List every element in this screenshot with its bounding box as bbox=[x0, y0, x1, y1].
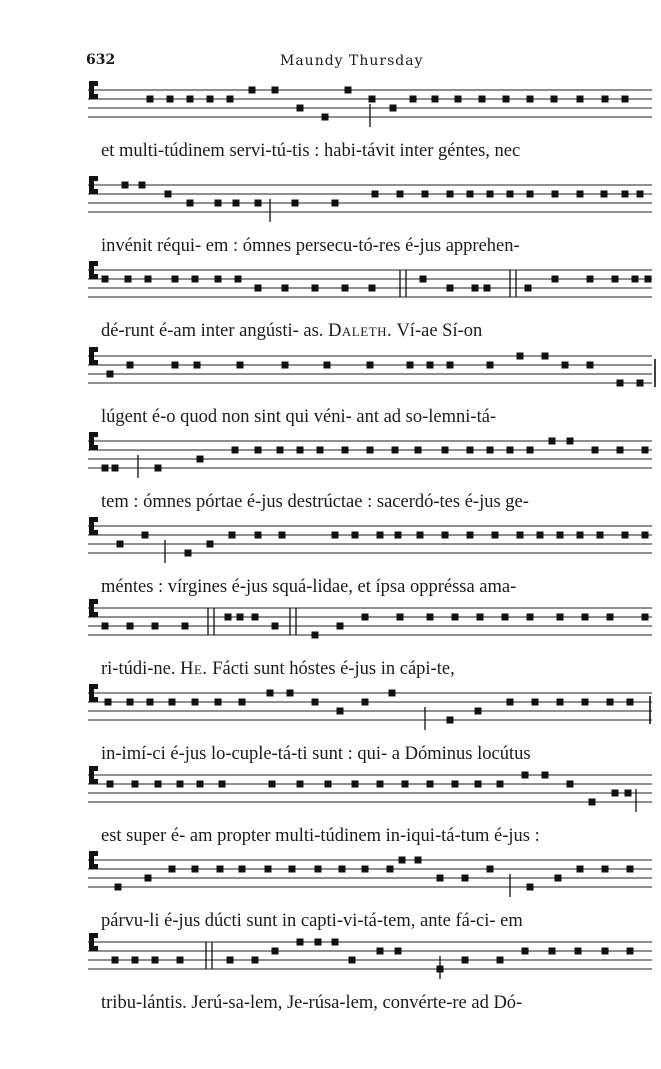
neume-note bbox=[627, 866, 634, 873]
neume-note bbox=[194, 362, 201, 369]
neume-note bbox=[627, 948, 634, 955]
neume-note bbox=[557, 532, 564, 539]
neume-note bbox=[432, 96, 439, 103]
neume-note bbox=[397, 614, 404, 621]
clef-symbol bbox=[89, 432, 98, 437]
neume-note bbox=[467, 532, 474, 539]
neume-note bbox=[557, 614, 564, 621]
neume-note bbox=[215, 200, 222, 207]
neume-note bbox=[227, 96, 234, 103]
neume-note bbox=[407, 362, 414, 369]
neume-note bbox=[415, 857, 422, 864]
neume-note bbox=[332, 200, 339, 207]
neume-note bbox=[427, 781, 434, 788]
neume-note bbox=[395, 948, 402, 955]
neume-note bbox=[182, 623, 189, 630]
neume-note bbox=[112, 957, 119, 964]
neume-note bbox=[637, 380, 644, 387]
neume-note bbox=[369, 96, 376, 103]
neume-note bbox=[369, 285, 376, 292]
neume-note bbox=[507, 447, 514, 454]
neume-note bbox=[607, 699, 614, 706]
neume-note bbox=[397, 191, 404, 198]
neume-note bbox=[172, 276, 179, 283]
neume-note bbox=[255, 532, 262, 539]
neume-note bbox=[562, 362, 569, 369]
neume-note bbox=[139, 182, 146, 189]
clef-symbol bbox=[89, 933, 98, 938]
clef-symbol bbox=[89, 189, 98, 194]
neume-note bbox=[132, 957, 139, 964]
chant-staff bbox=[0, 344, 661, 390]
neume-note bbox=[169, 699, 176, 706]
neume-note bbox=[332, 939, 339, 946]
neume-note bbox=[192, 699, 199, 706]
neume-note bbox=[187, 200, 194, 207]
neume-note bbox=[272, 87, 279, 94]
neume-note bbox=[297, 105, 304, 112]
neume-note bbox=[537, 532, 544, 539]
neume-note bbox=[147, 96, 154, 103]
neume-note bbox=[362, 866, 369, 873]
neume-note bbox=[642, 447, 649, 454]
neume-note bbox=[622, 191, 629, 198]
neume-note bbox=[612, 276, 619, 283]
neume-note bbox=[237, 614, 244, 621]
neume-note bbox=[575, 948, 582, 955]
neume-note bbox=[115, 884, 122, 891]
neume-note bbox=[147, 699, 154, 706]
neume-note bbox=[127, 623, 134, 630]
neume-note bbox=[265, 866, 272, 873]
clef-symbol bbox=[89, 684, 98, 689]
neume-note bbox=[233, 200, 240, 207]
neume-note bbox=[587, 276, 594, 283]
neume-note bbox=[142, 532, 149, 539]
lyric-line: párvu-li é-jus dúcti sunt in capti-vi-tá-tem, ante fá-ci- em bbox=[101, 911, 523, 931]
neume-note bbox=[447, 717, 454, 724]
neume-note bbox=[292, 200, 299, 207]
clef-symbol bbox=[89, 176, 98, 181]
neume-note bbox=[167, 96, 174, 103]
neume-note bbox=[475, 708, 482, 715]
neume-note bbox=[102, 465, 109, 472]
clef-symbol bbox=[89, 517, 98, 522]
neume-note bbox=[229, 532, 236, 539]
neume-note bbox=[102, 623, 109, 630]
clef-symbol bbox=[89, 445, 98, 450]
neume-note bbox=[577, 532, 584, 539]
neume-note bbox=[185, 550, 192, 557]
clef-symbol bbox=[89, 360, 98, 365]
neume-note bbox=[325, 781, 332, 788]
neume-note bbox=[345, 87, 352, 94]
chant-staff bbox=[0, 173, 661, 219]
neume-note bbox=[622, 532, 629, 539]
clef-symbol bbox=[89, 766, 98, 771]
neume-note bbox=[542, 353, 549, 360]
neume-note bbox=[602, 948, 609, 955]
page-number: 632 bbox=[86, 52, 116, 68]
neume-note bbox=[282, 285, 289, 292]
neume-note bbox=[525, 285, 532, 292]
lyric-line: tem : ómnes pórtae é-jus destrúctae : sacerdó-tes é-jus ge- bbox=[101, 492, 529, 512]
neume-note bbox=[549, 438, 556, 445]
running-title: Maundy Thursday bbox=[280, 53, 424, 69]
neume-note bbox=[602, 96, 609, 103]
neume-note bbox=[132, 781, 139, 788]
clef-symbol bbox=[89, 347, 98, 352]
neume-note bbox=[362, 699, 369, 706]
neume-note bbox=[207, 96, 214, 103]
neume-note bbox=[395, 532, 402, 539]
chant-staff bbox=[0, 429, 661, 475]
neume-note bbox=[352, 781, 359, 788]
neume-note bbox=[555, 875, 562, 882]
neume-note bbox=[417, 532, 424, 539]
clef-symbol bbox=[89, 530, 98, 535]
neume-note bbox=[415, 447, 422, 454]
neume-note bbox=[597, 532, 604, 539]
neume-note bbox=[479, 96, 486, 103]
neume-note bbox=[567, 781, 574, 788]
neume-note bbox=[617, 380, 624, 387]
neume-note bbox=[552, 276, 559, 283]
chant-staff bbox=[0, 681, 661, 727]
chant-staff bbox=[0, 763, 661, 809]
neume-note bbox=[239, 866, 246, 873]
neume-note bbox=[219, 781, 226, 788]
neume-note bbox=[462, 957, 469, 964]
neume-note bbox=[165, 191, 172, 198]
lyric-line: dé-runt é-am inter angústi- as. Daleth. Ví-ae Sí-on bbox=[101, 321, 483, 341]
neume-note bbox=[557, 699, 564, 706]
neume-note bbox=[324, 362, 331, 369]
clef-symbol bbox=[89, 851, 98, 856]
neume-note bbox=[592, 447, 599, 454]
neume-note bbox=[192, 866, 199, 873]
neume-note bbox=[387, 866, 394, 873]
neume-note bbox=[152, 623, 159, 630]
neume-note bbox=[155, 781, 162, 788]
chant-staff bbox=[0, 258, 661, 304]
neume-note bbox=[475, 781, 482, 788]
neume-note bbox=[112, 465, 119, 472]
neume-note bbox=[522, 772, 529, 779]
neume-note bbox=[442, 447, 449, 454]
neume-note bbox=[587, 362, 594, 369]
neume-note bbox=[601, 191, 608, 198]
neume-note bbox=[551, 96, 558, 103]
neume-note bbox=[447, 285, 454, 292]
neume-note bbox=[105, 699, 112, 706]
neume-note bbox=[637, 191, 644, 198]
neume-note bbox=[127, 699, 134, 706]
neume-note bbox=[582, 614, 589, 621]
neume-note bbox=[447, 362, 454, 369]
neume-note bbox=[377, 948, 384, 955]
neume-note bbox=[410, 96, 417, 103]
neume-note bbox=[577, 191, 584, 198]
lyric-line: ri-túdi-ne. He. Fácti sunt hóstes é-jus in cápi-te, bbox=[101, 659, 455, 679]
chant-staff bbox=[0, 596, 661, 642]
neume-note bbox=[497, 781, 504, 788]
neume-note bbox=[367, 447, 374, 454]
lyric-line: tribu-lántis. Jerú-sa-lem, Je-rúsa-lem, convérte-re ad Dó- bbox=[101, 993, 523, 1013]
lyric-line: lúgent é-o quod non sint qui véni- ant ad so-lemni-tá- bbox=[101, 407, 497, 427]
clef-symbol bbox=[89, 261, 98, 266]
neume-note bbox=[187, 96, 194, 103]
clef-symbol bbox=[89, 946, 98, 951]
neume-note bbox=[249, 87, 256, 94]
neume-note bbox=[272, 623, 279, 630]
neume-note bbox=[607, 614, 614, 621]
neume-note bbox=[279, 532, 286, 539]
neume-note bbox=[177, 957, 184, 964]
neume-note bbox=[427, 362, 434, 369]
neume-note bbox=[612, 790, 619, 797]
neume-note bbox=[507, 699, 514, 706]
neume-note bbox=[577, 866, 584, 873]
neume-note bbox=[392, 447, 399, 454]
lyric-line: et multi-túdinem servi-tú-tis : habi-távit inter géntes, nec bbox=[101, 141, 521, 161]
neume-note bbox=[389, 690, 396, 697]
neume-note bbox=[337, 708, 344, 715]
neume-note bbox=[235, 276, 242, 283]
neume-note bbox=[197, 456, 204, 463]
neume-note bbox=[390, 105, 397, 112]
neume-note bbox=[282, 362, 289, 369]
lyric-line: est super é- am propter multi-túdinem in-iqui-tá-tum é-jus : bbox=[101, 826, 540, 846]
neume-note bbox=[552, 191, 559, 198]
neume-note bbox=[322, 114, 329, 121]
neume-note bbox=[645, 276, 652, 283]
clef-symbol bbox=[89, 274, 98, 279]
neume-note bbox=[155, 465, 162, 472]
neume-note bbox=[117, 541, 124, 548]
neume-note bbox=[289, 866, 296, 873]
neume-note bbox=[427, 614, 434, 621]
neume-note bbox=[582, 699, 589, 706]
neume-note bbox=[169, 866, 176, 873]
lyric-line: in-imí-ci é-jus lo-cuple-tá-ti sunt : qui- a Dóminus locútus bbox=[101, 744, 531, 764]
neume-note bbox=[332, 532, 339, 539]
neume-note bbox=[527, 447, 534, 454]
neume-note bbox=[372, 191, 379, 198]
neume-note bbox=[297, 781, 304, 788]
neume-note bbox=[487, 447, 494, 454]
neume-note bbox=[152, 957, 159, 964]
neume-note bbox=[269, 781, 276, 788]
neume-note bbox=[532, 699, 539, 706]
clef-symbol bbox=[89, 94, 98, 99]
neume-note bbox=[549, 948, 556, 955]
neume-note bbox=[420, 276, 427, 283]
chant-staff bbox=[0, 930, 661, 976]
neume-note bbox=[107, 781, 114, 788]
neume-note bbox=[467, 447, 474, 454]
neume-note bbox=[107, 371, 114, 378]
neume-note bbox=[622, 96, 629, 103]
neume-note bbox=[402, 781, 409, 788]
neume-note bbox=[312, 699, 319, 706]
neume-note bbox=[422, 191, 429, 198]
neume-note bbox=[452, 781, 459, 788]
neume-note bbox=[487, 191, 494, 198]
lyric-line: invénit réqui- em : ómnes persecu-tó-res é-jus apprehen- bbox=[101, 236, 520, 256]
neume-note bbox=[437, 875, 444, 882]
neume-note bbox=[215, 276, 222, 283]
neume-note bbox=[522, 948, 529, 955]
neume-note bbox=[527, 884, 534, 891]
neume-note bbox=[462, 875, 469, 882]
neume-note bbox=[627, 699, 634, 706]
neume-note bbox=[625, 790, 632, 797]
neume-note bbox=[367, 362, 374, 369]
neume-note bbox=[227, 957, 234, 964]
neume-note bbox=[484, 285, 491, 292]
neume-note bbox=[315, 939, 322, 946]
neume-note bbox=[492, 532, 499, 539]
neume-note bbox=[517, 532, 524, 539]
neume-note bbox=[145, 276, 152, 283]
neume-note bbox=[527, 614, 534, 621]
neume-note bbox=[472, 285, 479, 292]
neume-note bbox=[352, 532, 359, 539]
neume-note bbox=[297, 447, 304, 454]
neume-note bbox=[317, 447, 324, 454]
neume-note bbox=[502, 614, 509, 621]
neume-note bbox=[542, 772, 549, 779]
neume-note bbox=[452, 614, 459, 621]
neume-note bbox=[377, 781, 384, 788]
neume-note bbox=[497, 957, 504, 964]
neume-note bbox=[455, 96, 462, 103]
neume-note bbox=[255, 447, 262, 454]
neume-note bbox=[237, 362, 244, 369]
neume-note bbox=[217, 866, 224, 873]
neume-note bbox=[617, 447, 624, 454]
neume-note bbox=[272, 948, 279, 955]
neume-note bbox=[287, 690, 294, 697]
neume-note bbox=[517, 353, 524, 360]
neume-note bbox=[239, 699, 246, 706]
neume-note bbox=[192, 276, 199, 283]
page-header bbox=[0, 52, 661, 74]
neume-note bbox=[399, 857, 406, 864]
chant-staff bbox=[0, 848, 661, 894]
neume-note bbox=[177, 781, 184, 788]
neume-note bbox=[342, 285, 349, 292]
neume-note bbox=[102, 276, 109, 283]
neume-note bbox=[477, 614, 484, 621]
chant-staff bbox=[0, 514, 661, 560]
neume-note bbox=[315, 866, 322, 873]
clef-symbol bbox=[89, 81, 98, 86]
neume-note bbox=[507, 191, 514, 198]
neume-note bbox=[632, 276, 639, 283]
neume-note bbox=[252, 957, 259, 964]
neume-note bbox=[207, 541, 214, 548]
neume-note bbox=[277, 447, 284, 454]
neume-note bbox=[267, 690, 274, 697]
clef-symbol bbox=[89, 612, 98, 617]
neume-note bbox=[197, 781, 204, 788]
neume-note bbox=[589, 799, 596, 806]
neume-note bbox=[442, 532, 449, 539]
neume-note bbox=[567, 438, 574, 445]
neume-note bbox=[487, 362, 494, 369]
neume-note bbox=[377, 532, 384, 539]
neume-note bbox=[232, 447, 239, 454]
clef-symbol bbox=[89, 779, 98, 784]
neume-note bbox=[252, 614, 259, 621]
neume-note bbox=[145, 875, 152, 882]
neume-note bbox=[337, 623, 344, 630]
neume-note bbox=[339, 866, 346, 873]
neume-note bbox=[312, 632, 319, 639]
chant-staff bbox=[0, 78, 661, 124]
lyric-line: méntes : vírgines é-jus squá-lidae, et ípsa oppréssa ama- bbox=[101, 577, 517, 597]
neume-note bbox=[225, 614, 232, 621]
neume-note bbox=[642, 532, 649, 539]
neume-note bbox=[172, 362, 179, 369]
neume-note bbox=[602, 866, 609, 873]
neume-note bbox=[127, 362, 134, 369]
clef-symbol bbox=[89, 697, 98, 702]
neume-note bbox=[362, 614, 369, 621]
neume-note bbox=[122, 182, 129, 189]
neume-note bbox=[125, 276, 132, 283]
neume-note bbox=[255, 200, 262, 207]
neume-note bbox=[503, 96, 510, 103]
neume-note bbox=[312, 285, 319, 292]
neume-note bbox=[467, 191, 474, 198]
neume-note bbox=[215, 699, 222, 706]
neume-note bbox=[342, 447, 349, 454]
neume-note bbox=[487, 866, 494, 873]
neume-note bbox=[297, 939, 304, 946]
neume-note bbox=[527, 96, 534, 103]
neume-note bbox=[527, 191, 534, 198]
neume-note bbox=[642, 614, 649, 621]
neume-note bbox=[255, 285, 262, 292]
clef-symbol bbox=[89, 864, 98, 869]
neume-note bbox=[349, 957, 356, 964]
neume-note bbox=[447, 191, 454, 198]
clef-symbol bbox=[89, 599, 98, 604]
neume-note bbox=[577, 96, 584, 103]
